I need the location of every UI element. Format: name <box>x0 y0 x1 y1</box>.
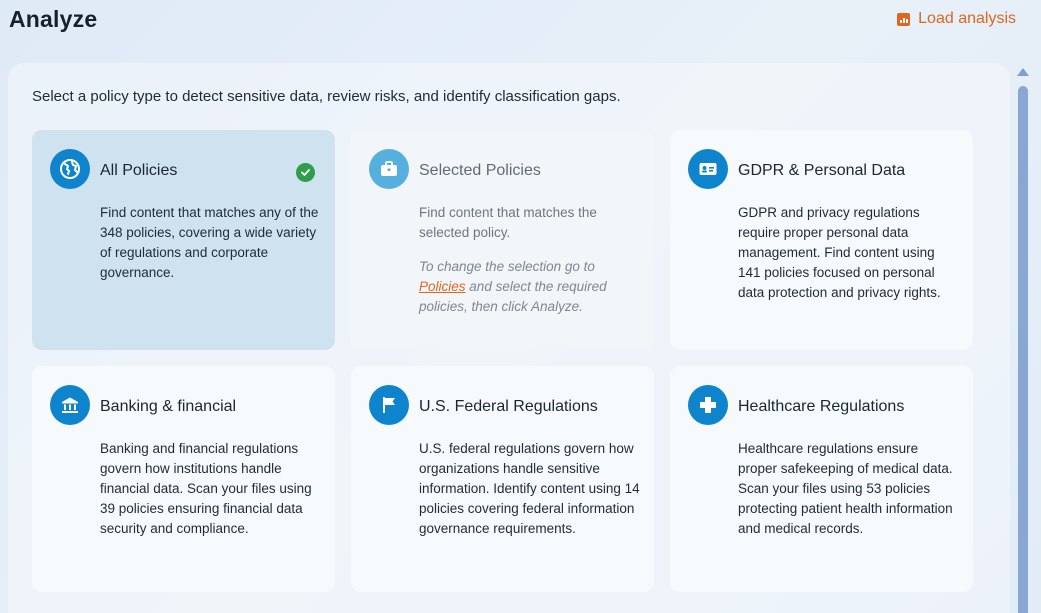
scrollbar[interactable] <box>1017 68 1029 613</box>
policy-card-selected-policies[interactable] <box>351 130 654 350</box>
load-analysis-button[interactable] <box>897 10 1016 28</box>
policy-card-healthcare[interactable] <box>670 366 973 592</box>
scrollbar-thumb[interactable] <box>1018 86 1028 613</box>
card-note <box>419 257 641 317</box>
flag-icon <box>369 385 409 425</box>
card-title: U.S. Federal Regulations <box>419 398 598 415</box>
card-title: Selected Policies <box>419 162 541 179</box>
policies-link[interactable]: Policies <box>419 279 466 294</box>
policy-card-all-policies[interactable] <box>32 130 335 350</box>
note-text: and select the required policies, then click Analyze. <box>419 279 607 314</box>
card-title: GDPR & Personal Data <box>738 162 906 179</box>
card-title: Banking & financial <box>100 398 237 415</box>
card-description: Find content that matches any of the 348 policies, covering a wide variety of regulations and corporate governance. <box>100 205 319 280</box>
card-description: Find content that matches the selected policy. <box>419 205 597 240</box>
card-description: Banking and financial regulations govern how institutions handle financial data. Scan your files using 39 policies ensuring financial data security and compliance. <box>100 441 312 536</box>
instructions-text: Select a policy type to detect sensitive data, review risks, and identify classification gaps. <box>32 88 621 105</box>
briefcase-icon <box>369 149 409 189</box>
note-text: To change the selection go to <box>419 259 595 274</box>
card-description: Healthcare regulations ensure proper safekeeping of medical data. Scan your files using 53 policies protecting patient health information and medical records. <box>738 441 953 536</box>
globe-icon <box>50 149 90 189</box>
card-title: All Policies <box>100 162 178 179</box>
card-title: Healthcare Regulations <box>738 398 905 415</box>
report-icon <box>897 13 910 26</box>
policy-card-banking[interactable] <box>32 366 335 592</box>
policy-card-us-federal[interactable] <box>351 366 654 592</box>
load-analysis-label: Load analysis <box>918 10 1016 27</box>
bank-icon <box>50 385 90 425</box>
card-description: GDPR and privacy regulations require proper personal data management. Find content using 141 policies focused on personal data protection and privacy rights. <box>738 205 941 300</box>
medical-cross-icon <box>688 385 728 425</box>
id-card-icon <box>688 149 728 189</box>
scroll-up-arrow-icon[interactable] <box>1017 68 1029 76</box>
policy-card-gdpr[interactable] <box>670 130 973 350</box>
checkmark-icon <box>296 163 315 182</box>
card-description: U.S. federal regulations govern how organizations handle sensitive information. Identify content using 14 policies covering federal information governance requirements. <box>419 441 640 536</box>
page-title: Analyze <box>9 6 98 32</box>
